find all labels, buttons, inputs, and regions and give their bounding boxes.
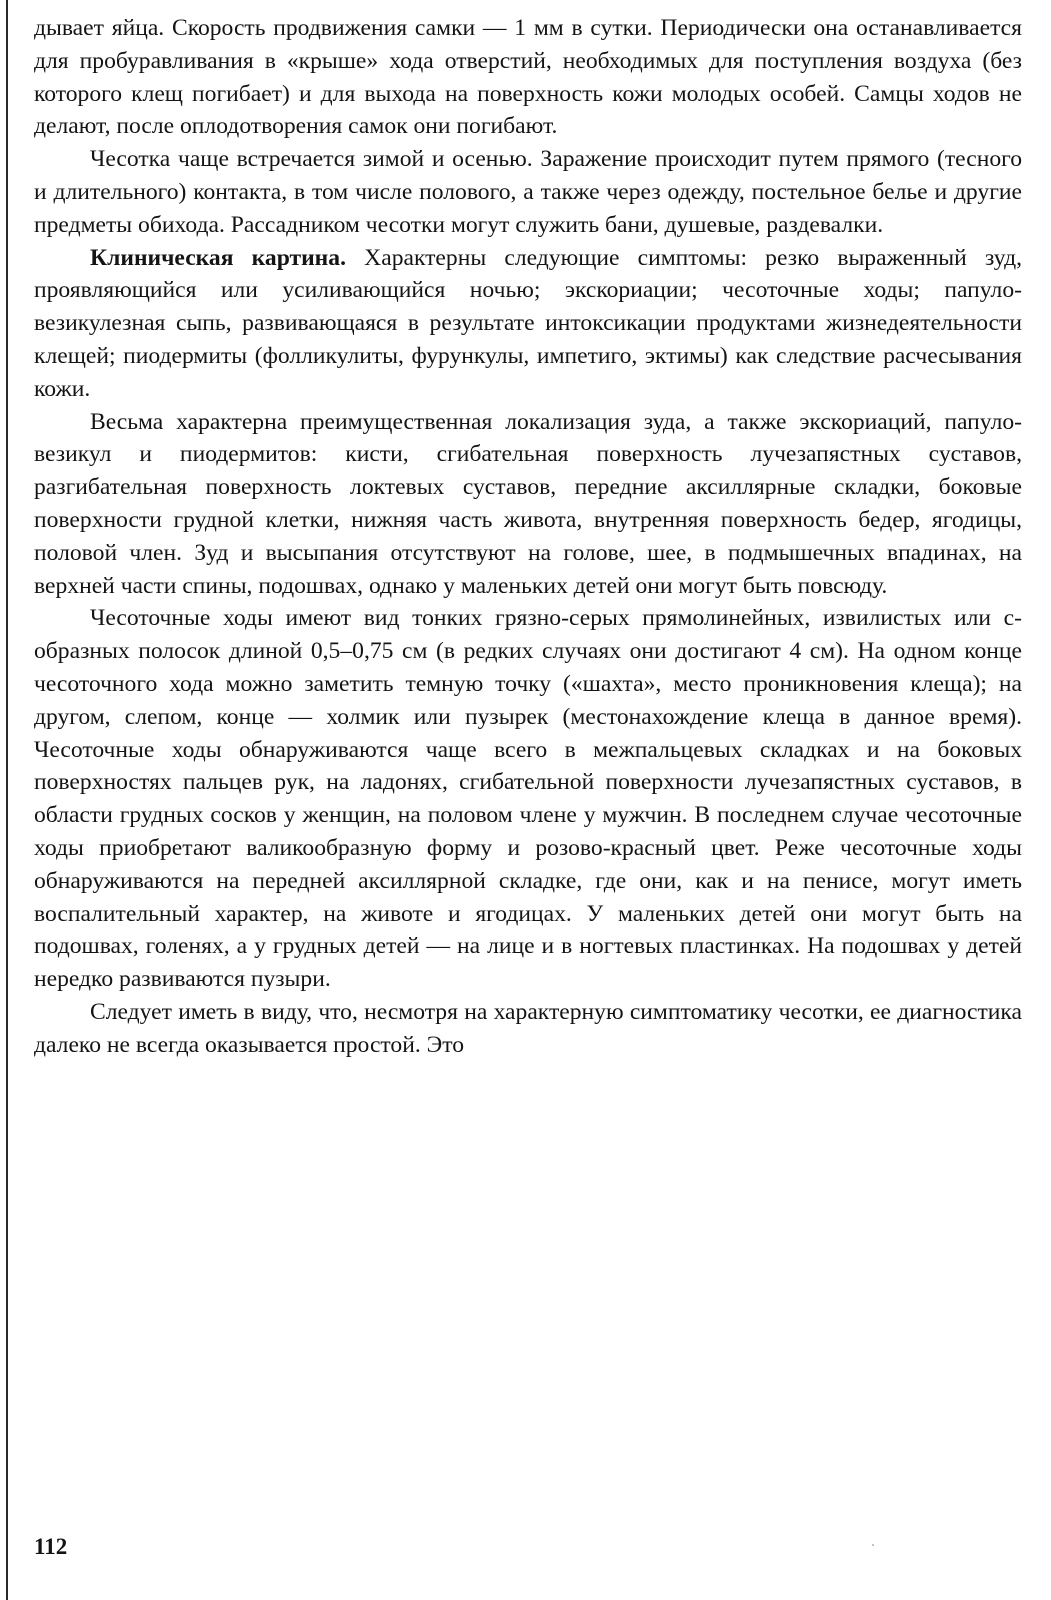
paragraph-6-text: Следует иметь в виду, что, несмотря на характерную симптоматику чесотки, ее диагностика далеко не всегда оказывается простой. Это xyxy=(34,998,1022,1058)
paragraph-4 xyxy=(34,406,1022,603)
paragraph-2 xyxy=(34,143,1022,241)
page-border-line xyxy=(6,0,8,1600)
body-text xyxy=(34,12,1022,1062)
paragraph-5-text: Чесоточные ходы имеют вид тонких грязно-серых прямолинейных, извилистых или с-образных полосок длиной 0,5–0,75 см (в редких случаях они достигают 4 см). На одном конце чесоточного хода можно заметить темную точку («шахта», место проникновения клеща); на другом, слепом, конце — холмик или пузырек (местонахождение клеща в данное время). Чесоточные ходы обнаруживаются чаще всего в межпальцевых складках и на боковых поверхностях пальцев рук, на ладонях, сгибательной поверхности лучезапястных суставов, в области грудных сосков у женщин, на половом члене у мужчин. В последнем случае чесоточные ходы приобретают валикообразную форму и розово-красный цвет. Реже чесоточные ходы обнаруживаются на передней аксиллярной складке, где они, как и на пенисе, могут иметь воспалительный характер, на животе и ягодицах. У маленьких детей они могут быть на подошвах, голенях, а у грудных детей — на лице и в ногтевых пластинках. На подошвах у детей нередко развиваются пузыри. xyxy=(34,605,1022,993)
paragraph-1-text: дывает яйца. Скорость продвижения самки — 1 мм в сутки. Периодически она останавливается для пробуравливания в «крыше» хода отверстий, необходимых для поступления воздуха (без которого клещ погибает) и для выхода на поверхность кожи молодых особей. Самцы ходов не делают, после оплодотворения самок они погибают. xyxy=(34,15,1022,140)
paragraph-1 xyxy=(34,12,1022,143)
paragraph-6 xyxy=(34,996,1022,1062)
paragraph-2-text: Чесотка чаще встречается зимой и осенью. Заражение происходит путем прямого (тесного и длительного) контакта, в том числе полового, а также через одежду, постельное белье и другие предметы обихода. Рассадником чесотки могут служить бани, душевые, раздевалки. xyxy=(34,146,1022,238)
scan-speck xyxy=(872,1544,874,1546)
page-number: 112 xyxy=(34,1534,68,1559)
paragraph-4-text: Весьма характерна преимущественная локализация зуда, а также экскориаций, папуло-везикул и пиодермитов: кисти, сгибательная поверхность лучезапястных суставов, разгибательная поверхность локтевых суставов, передние аксиллярные складки, боковые поверхности грудной клетки, нижняя часть живота, внутренняя поверхность бедер, ягодицы, половой член. Зуд и высыпания отсутствуют на голове, шее, в подмышечных впадинах, на верхней части спины, подошвах, однако у маленьких детей они могут быть повсюду. xyxy=(34,408,1022,599)
paragraph-3 xyxy=(34,242,1022,406)
paragraph-5 xyxy=(34,602,1022,996)
section-heading-clinical-picture: Клиническая картина. xyxy=(90,244,346,271)
paragraph-3-text: Характерны следующие симптомы: резко выраженный зуд, проявляющийся или усиливающийся ночью; экскориации; чесоточные ходы; папуло-везикулезная сыпь, развивающаяся в результате интоксикации продуктами жизнедеятельности клещей; пиодермиты (фолликулиты, фурункулы, импетиго, эктимы) как следствие расчесывания кожи. xyxy=(34,244,1023,402)
